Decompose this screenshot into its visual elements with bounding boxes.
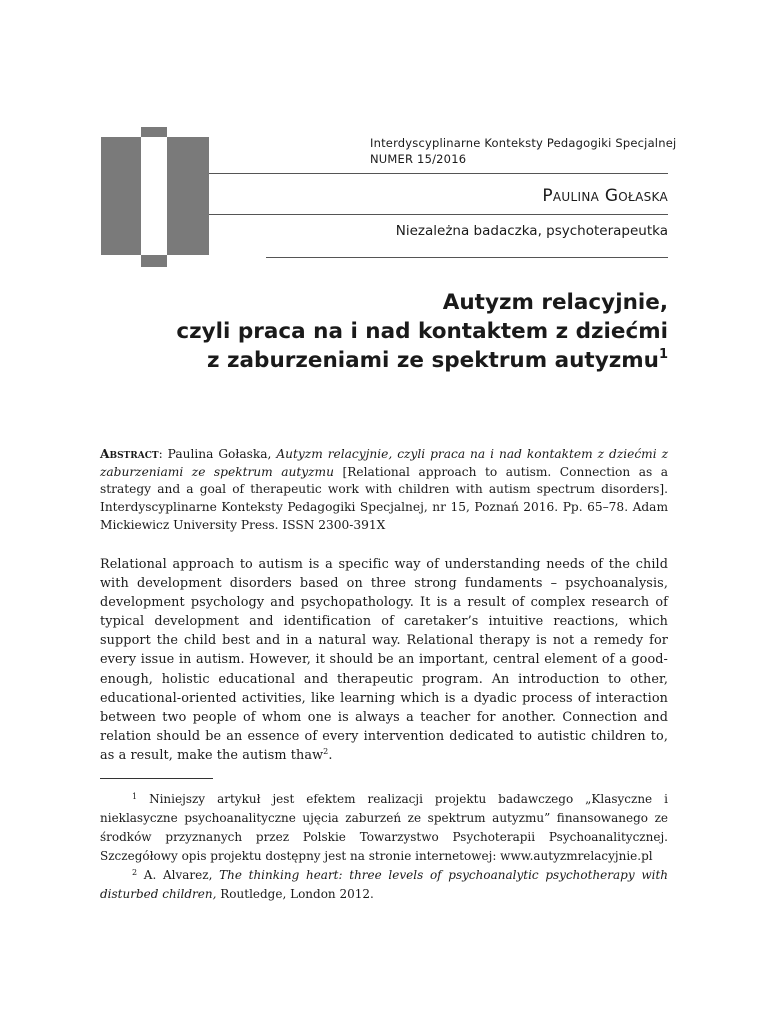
title-line-2: czyli praca na i nad kontaktem z dziećmi bbox=[176, 319, 668, 344]
journal-logo bbox=[101, 127, 209, 267]
logo-block-bottom bbox=[141, 255, 167, 267]
logo-block-top bbox=[141, 127, 167, 137]
footnote-1 bbox=[100, 790, 668, 866]
article-title bbox=[108, 288, 668, 375]
author-name: Paulina Gołaska bbox=[542, 186, 668, 206]
logo-block-right bbox=[167, 137, 209, 255]
abstract bbox=[100, 446, 668, 535]
header-rule-bottom bbox=[266, 257, 668, 258]
footnote-2-mark: 2 bbox=[132, 868, 138, 878]
author-affiliation: Niezależna badaczka, psychoterapeutka bbox=[395, 223, 668, 239]
abstract-author: Paulina Gołaska, bbox=[167, 447, 277, 461]
abstract-citation: [Relational approach to autism. Connection as a strategy and a goal of therapeutic work with children with autism spectrum disorders]. Interdyscyplinarne Konteksty Pedagogiki Specjalnej, nr 15, Poznań 2016. Pp. 65–78. Adam Mickiewicz University Press. ISSN 2300-391X bbox=[100, 464, 669, 532]
footnote-1-text: Niniejszy artykuł jest efektem realizacji projektu badawczego „Klasyczne i nieklasyczne psychoanalityczne ujęcia zaburzeń ze spektrum autyzmu” finansowanego ze środków przyznanych przez Polskie Towarzystwo Psychoterapii Psychoanalitycznej. Szczegółowy opis projektu dostępny jest na stronie internetowej: www.autyzmrelacyjnie.pl bbox=[100, 792, 668, 864]
footnote-2-title: The thinking heart: three levels of psychoanalytic psychotherapy with disturbed children, bbox=[100, 868, 668, 902]
logo-block-left bbox=[101, 137, 141, 255]
title-line-3 bbox=[108, 346, 668, 375]
footnote-2 bbox=[100, 866, 668, 904]
footnote-1-mark: 1 bbox=[132, 792, 138, 801]
title-footnote-mark[interactable]: 1 bbox=[658, 347, 668, 362]
journal-name: Interdyscyplinarne Konteksty Pedagogiki Specjalnej bbox=[370, 136, 677, 150]
title-line-3-text: z zaburzeniami ze spektrum autyzmu bbox=[207, 348, 659, 373]
title-line-1: Autyzm relacyjnie, bbox=[442, 290, 668, 315]
footnote-2-rest: Routledge, London 2012. bbox=[216, 887, 374, 902]
body-end: . bbox=[328, 747, 333, 763]
body-footnote-mark[interactable]: 2 bbox=[323, 746, 329, 756]
abstract-label: Abstract bbox=[100, 447, 159, 461]
body-text: Relational approach to autism is a specific way of understanding needs of the child with development disorders based on three strong fundaments – psychoanalysis, development psychology and psychopathology. It is a result of complex research of typical development and identification of caretaker’s intuitive reactions, which support the child best and in a natural way. Relational therapy is not a remedy for every issue in autism. However, it should be an important, central element of a good-enough, holistic educational and therapeutic program. An introduction to other, educational-oriented activities, like learning which is a dyadic process of interaction between two people of whom one is always a teacher for another. Connection and relation should be an essence of every intervention dedicated to autistic children to, as a result, make the autism thaw bbox=[100, 557, 668, 763]
abstract-colon: : bbox=[158, 447, 168, 461]
footnote-separator bbox=[100, 778, 213, 779]
footnotes bbox=[100, 790, 668, 905]
journal-header bbox=[370, 135, 676, 167]
body-paragraph bbox=[100, 555, 668, 765]
header-rule-middle bbox=[209, 214, 668, 215]
issue-number: NUMER 15/2016 bbox=[370, 152, 467, 166]
footnote-2-author: A. Alvarez, bbox=[137, 868, 220, 883]
header-rule-top bbox=[209, 173, 668, 174]
abstract-title: Autyzm relacyjnie, czyli praca na i nad kontaktem z dziećmi z zaburzeniami ze spektrum autyzmu bbox=[100, 447, 669, 479]
